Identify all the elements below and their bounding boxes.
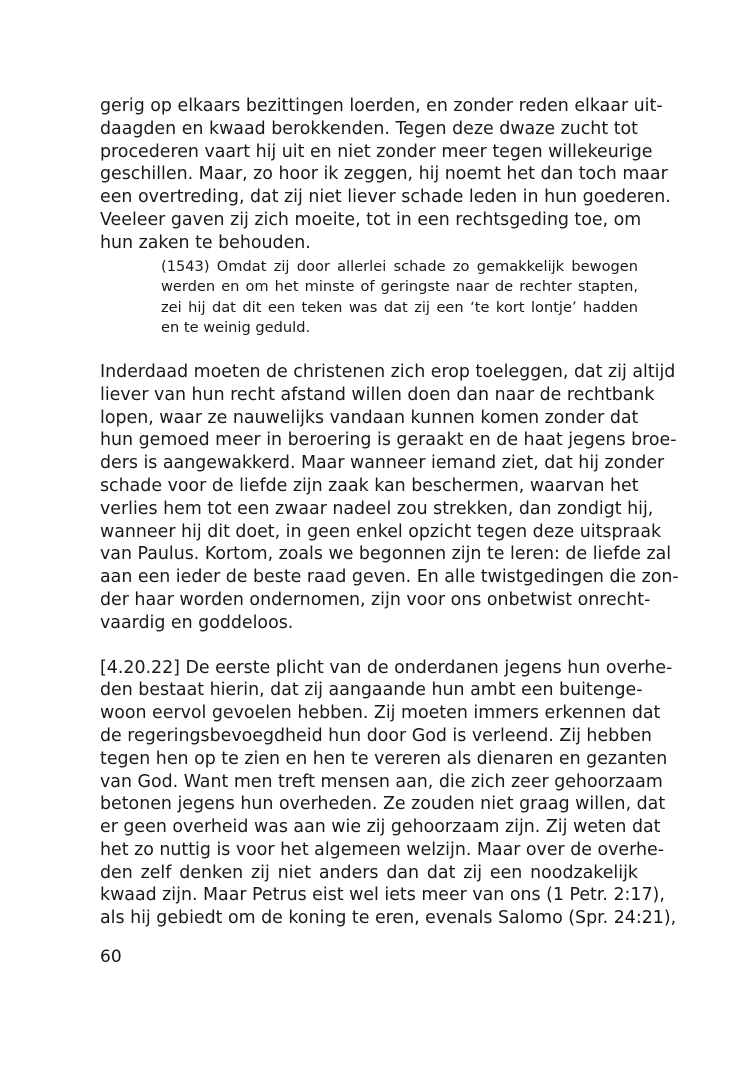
text-line: hun zaken te behouden. bbox=[100, 232, 311, 253]
text-line: geschillen. Maar, zo hoor ik zeggen, hij noemt het dan toch maar bbox=[100, 164, 668, 185]
text-line: van Paulus. Kortom, zoals we begonnen zijn te leren: de liefde zal bbox=[100, 544, 672, 565]
text-line: wanneer hij dit doet, in geen enkel opzicht tegen deze uitspraak bbox=[100, 521, 662, 542]
paragraph-3 bbox=[100, 657, 677, 931]
text-line: Veeleer gaven zij zich moeite, tot in een rechtsgeding toe, om bbox=[100, 209, 642, 230]
text-line: Inderdaad moeten de christenen zich erop toeleggen, dat zij altijd bbox=[100, 361, 676, 382]
text-line: [4.20.22] De eerste plicht van de onderdanen jegens hun overhe- bbox=[100, 657, 673, 678]
text-line: er geen overheid was aan wie zij gehoorzaam zijn. Zij weten dat bbox=[100, 817, 661, 838]
text-line: der haar worden ondernomen, zijn voor ons onbetwist onrecht- bbox=[100, 589, 651, 610]
page-body bbox=[100, 95, 679, 930]
text-line: kwaad zijn. Maar Petrus eist wel iets meer van ons (1 Petr. 2:17), bbox=[100, 885, 665, 906]
page-number: 60 bbox=[100, 947, 122, 967]
text-line: tegen hen op te zien en hen te vereren als dienaren en gezanten bbox=[100, 748, 668, 769]
text-line: liever van hun recht afstand willen doen dan naar de rechtbank bbox=[100, 384, 655, 405]
note-line: werden en om het minste of geringste naar de rechter stapten, bbox=[161, 278, 638, 296]
note-line: zei hij dat dit een teken was dat zij een ‘te kort lontje’ hadden bbox=[161, 298, 638, 316]
text-line: woon eervol gevoelen hebben. Zij moeten immers erkennen dat bbox=[100, 703, 661, 724]
text-line: aan een ieder de beste raad geven. En alle twistgedingen die zon- bbox=[100, 567, 679, 588]
text-line: daagden en kwaad berokkenden. Tegen deze dwaze zucht tot bbox=[100, 118, 638, 139]
paragraph-1 bbox=[100, 95, 671, 255]
text-line: den zelf denken zij niet anders dan dat zij een noodzakelijk bbox=[100, 862, 638, 883]
text-line: ders is aangewakkerd. Maar wanneer iemand ziet, dat hij zonder bbox=[100, 453, 665, 474]
paragraph-2 bbox=[100, 361, 679, 635]
text-line: de regeringsbevoegdheid hun door God is verleend. Zij hebben bbox=[100, 725, 652, 746]
text-line: hun gemoed meer in beroering is geraakt en de haat jegens broe- bbox=[100, 430, 677, 451]
note-line: (1543) Omdat zij door allerlei schade zo gemakkelijk bewogen bbox=[161, 257, 638, 275]
text-line: schade voor de liefde zijn zaak kan beschermen, waarvan het bbox=[100, 475, 639, 496]
text-line: van God. Want men treft mensen aan, die zich zeer gehoorzaam bbox=[100, 771, 663, 792]
text-line: den bestaat hierin, dat zij aangaande hun ambt een buitenge- bbox=[100, 680, 643, 701]
text-line: vaardig en goddeloos. bbox=[100, 612, 294, 633]
text-line: het zo nuttig is voor het algemeen welzijn. Maar over de overhe- bbox=[100, 839, 664, 860]
text-line: gerig op elkaars bezittingen loerden, en zonder reden elkaar uit- bbox=[100, 96, 663, 116]
footnote-1543 bbox=[161, 257, 638, 339]
note-line: en te weinig geduld. bbox=[161, 319, 311, 337]
text-line: als hij gebiedt om de koning te eren, evenals Salomo (Spr. 24:21), bbox=[100, 908, 677, 929]
text-line: lopen, waar ze nauwelijks vandaan kunnen komen zonder dat bbox=[100, 407, 639, 428]
text-line: verlies hem tot een zwaar nadeel zou strekken, dan zondigt hij, bbox=[100, 498, 654, 519]
text-line: een overtreding, dat zij niet liever schade leden in hun goederen. bbox=[100, 187, 671, 208]
text-line: procederen vaart hij uit en niet zonder meer tegen willekeurige bbox=[100, 141, 653, 162]
text-line: betonen jegens hun overheden. Ze zouden niet graag willen, dat bbox=[100, 794, 666, 815]
